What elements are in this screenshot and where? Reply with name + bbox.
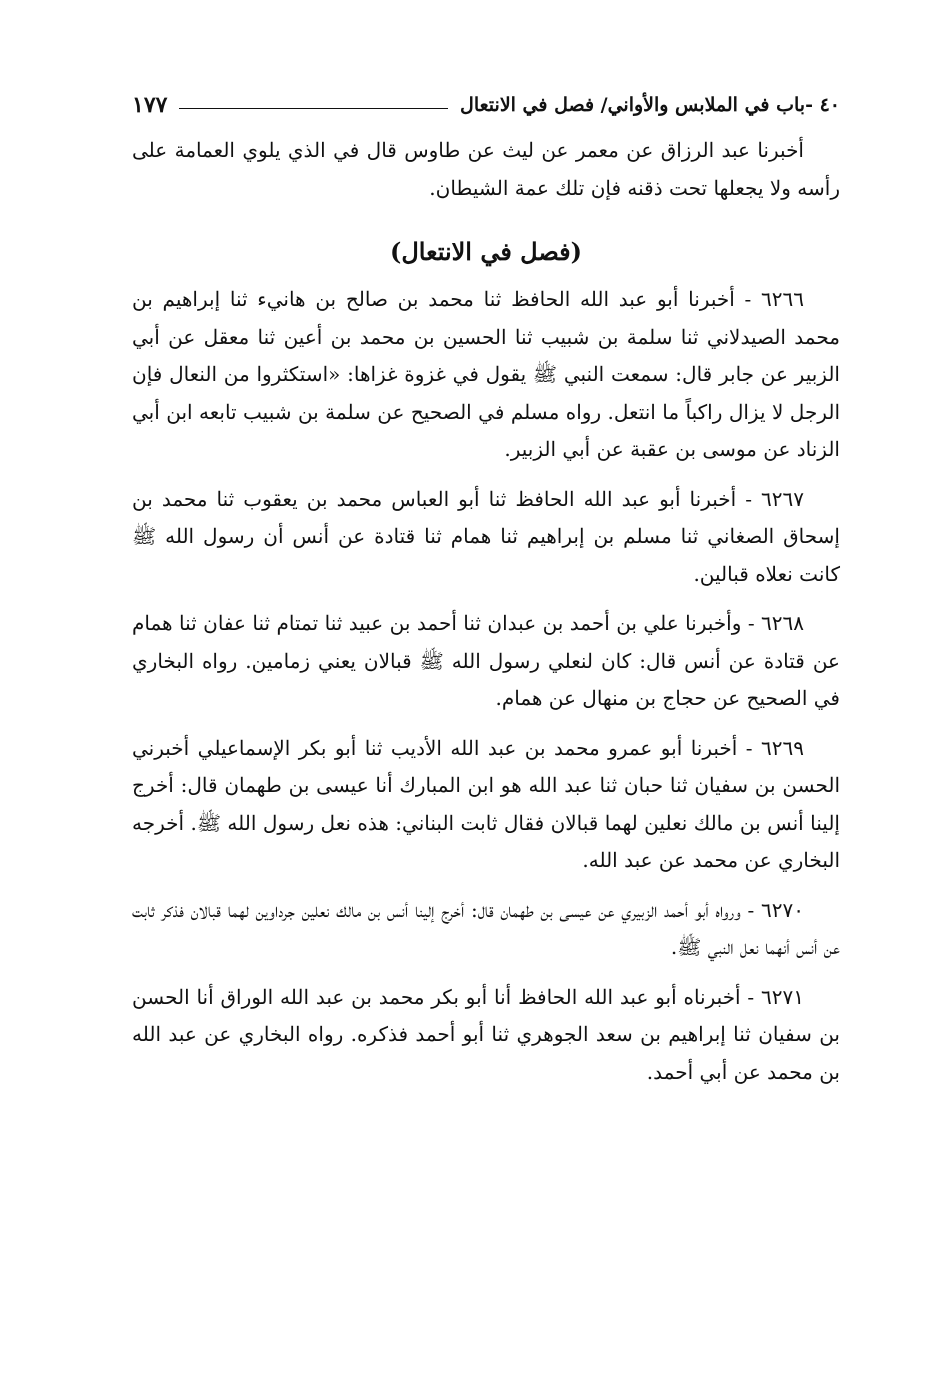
chapter-title: ٤٠ -باب في الملابس والأواني/ فصل في الانتعال	[460, 94, 840, 116]
hadith-text: ورواه أبو أحمد الزبيري عن عيسى بن طهمان قال: أخرج إلينا أنس بن مالك نعلين جرداوين لهما قبالان فذكر ثابت عن أنس أنهما نعل النبي ﷺ.	[132, 897, 840, 959]
page-number: ١٧٧	[132, 92, 168, 118]
hadith-text: أخبرنا أبو عمرو محمد بن عبد الله الأديب ثنا أبو بكر الإسماعيلي أخبرني الحسن بن سفيان ثنا حبان ثنا عبد الله هو ابن المبارك أنا عيسى بن طهمان قال: أخرج إلينا أنس بن مالك نعلين لهما قبالان فقال ثابت البناني: هذه نعل رسول الله ﷺ. أخرجه البخاري عن محمد عن عبد الله.	[132, 735, 840, 872]
hadith-paragraph: ٦٢٧١ - أخبرناه أبو عبد الله الحافظ أنا أبو بكر محمد بن عبد الله الوراق أنا الحسن بن سفيان ثنا إبراهيم بن سعد الجوهري ثنا أبو أحمد فذكره. رواه البخاري عن عبد الله بن محمد عن أبي أحمد.	[132, 984, 840, 1084]
hadith-number: ٦٢٦٦	[761, 287, 805, 311]
hadith-entry	[132, 481, 840, 594]
header-rule	[179, 108, 448, 109]
hadith-entry	[132, 281, 840, 469]
hadith-paragraph: ٦٢٧٠ - ورواه أبو أحمد الزبيري عن عيسى بن طهمان قال: أخرج إلينا أنس بن مالك نعلين جرداوين لهما قبالان فذكر ثابت عن أنس أنهما نعل النبي ﷺ.	[132, 897, 840, 959]
hadith-text: وأخبرنا علي بن أحمد بن عبدان ثنا أحمد بن عبيد ثنا تمتام ثنا عفان ثنا همام عن قتادة عن أنس قال: كان لنعلي رسول الله ﷺ قبالان يعني زمامين. رواه البخاري في الصحيح عن حجاج بن منهال عن همام.	[132, 611, 840, 710]
hadith-paragraph: ٦٢٦٦ - أخبرنا أبو عبد الله الحافظ ثنا محمد بن صالح بن هانيء ثنا إبراهيم بن محمد الصيدلاني ثنا سلمة بن شبيب ثنا الحسين بن محمد بن أعين ثنا معقل عن أبي الزبير عن جابر قال: سمعت النبي ﷺ يقول في غزوة غزاها: «استكثروا من النعال فإن الرجل لا يزال راكباً ما انتعل. رواه مسلم في الصحيح عن سلمة بن شبيب تابعه ابن أبي الزناد عن موسى بن عقبة عن أبي الزبير.	[132, 287, 840, 461]
intro-paragraph: أخبرنا عبد الرزاق عن معمر عن ليث عن طاوس قال في الذي يلوي العمامة على رأسه ولا يجعلها تحت ذقنه فإن تلك عمة الشيطان.	[132, 138, 840, 200]
hadith-number: ٦٢٦٨	[761, 611, 804, 635]
book-page	[132, 82, 840, 1103]
hadith-entry	[132, 605, 840, 718]
hadith-number: ٦٢٧١	[761, 984, 804, 1009]
hadith-entry	[132, 892, 840, 967]
running-header	[132, 82, 840, 116]
hadith-paragraph: ٦٢٦٧ - أخبرنا أبو عبد الله الحافظ ثنا أبو العباس محمد بن يعقوب ثنا محمد بن إسحاق الصغاني ثنا مسلم بن إبراهيم ثنا همام ثنا قتادة عن أنس أن رسول الله ﷺ كانت نعلاه قبالين.	[132, 486, 840, 586]
hadith-number: ٦٢٦٧	[761, 486, 804, 511]
hadith-entry	[132, 730, 840, 880]
hadith-number: ٦٢٦٩	[761, 735, 804, 760]
hadith-text: أخبرناه أبو عبد الله الحافظ أنا أبو بكر محمد بن عبد الله الوراق أنا الحسن بن سفيان ثنا إبراهيم بن سعد الجوهري ثنا أبو أحمد فذكره. رواه البخاري عن عبد الله بن محمد عن أبي أحمد.	[132, 984, 840, 1084]
hadith-paragraph: ٦٢٦٨ - وأخبرنا علي بن أحمد بن عبدان ثنا أحمد بن عبيد ثنا تمتام ثنا عفان ثنا همام عن قتادة عن أنس قال: كان لنعلي رسول الله ﷺ قبالان يعني زمامين. رواه البخاري في الصحيح عن حجاج بن منهال عن همام.	[132, 611, 840, 710]
hadith-entry	[132, 979, 840, 1092]
hadith-paragraph: ٦٢٦٩ - أخبرنا أبو عمرو محمد بن عبد الله الأديب ثنا أبو بكر الإسماعيلي أخبرني الحسن بن سفيان ثنا حبان ثنا عبد الله هو ابن المبارك أنا عيسى بن طهمان قال: أخرج إلينا أنس بن مالك نعلين لهما قبالان فقال ثابت البناني: هذه نعل رسول الله ﷺ. أخرجه البخاري عن محمد عن عبد الله.	[132, 735, 840, 872]
hadith-text: أخبرنا أبو عبد الله الحافظ ثنا أبو العباس محمد بن يعقوب ثنا محمد بن إسحاق الصغاني ثنا مسلم بن إبراهيم ثنا همام ثنا قتادة عن أنس أن رسول الله ﷺ كانت نعلاه قبالين.	[132, 486, 840, 586]
hadith-number: ٦٢٧٠	[761, 897, 804, 922]
section-heading: (فصل في الانتعال)	[390, 237, 582, 266]
hadith-text: أخبرنا أبو عبد الله الحافظ ثنا محمد بن صالح بن هانيء ثنا إبراهيم بن محمد الصيدلاني ثنا سلمة بن شبيب ثنا الحسين بن محمد بن أعين ثنا معقل عن أبي الزبير عن جابر قال: سمعت النبي ﷺ يقول في غزوة غزاها: «استكثروا من النعال فإن الرجل لا يزال راكباً ما انتعل. رواه مسلم في الصحيح عن سلمة بن شبيب تابعه ابن أبي الزناد عن موسى بن عقبة عن أبي الزبير.	[132, 287, 840, 461]
